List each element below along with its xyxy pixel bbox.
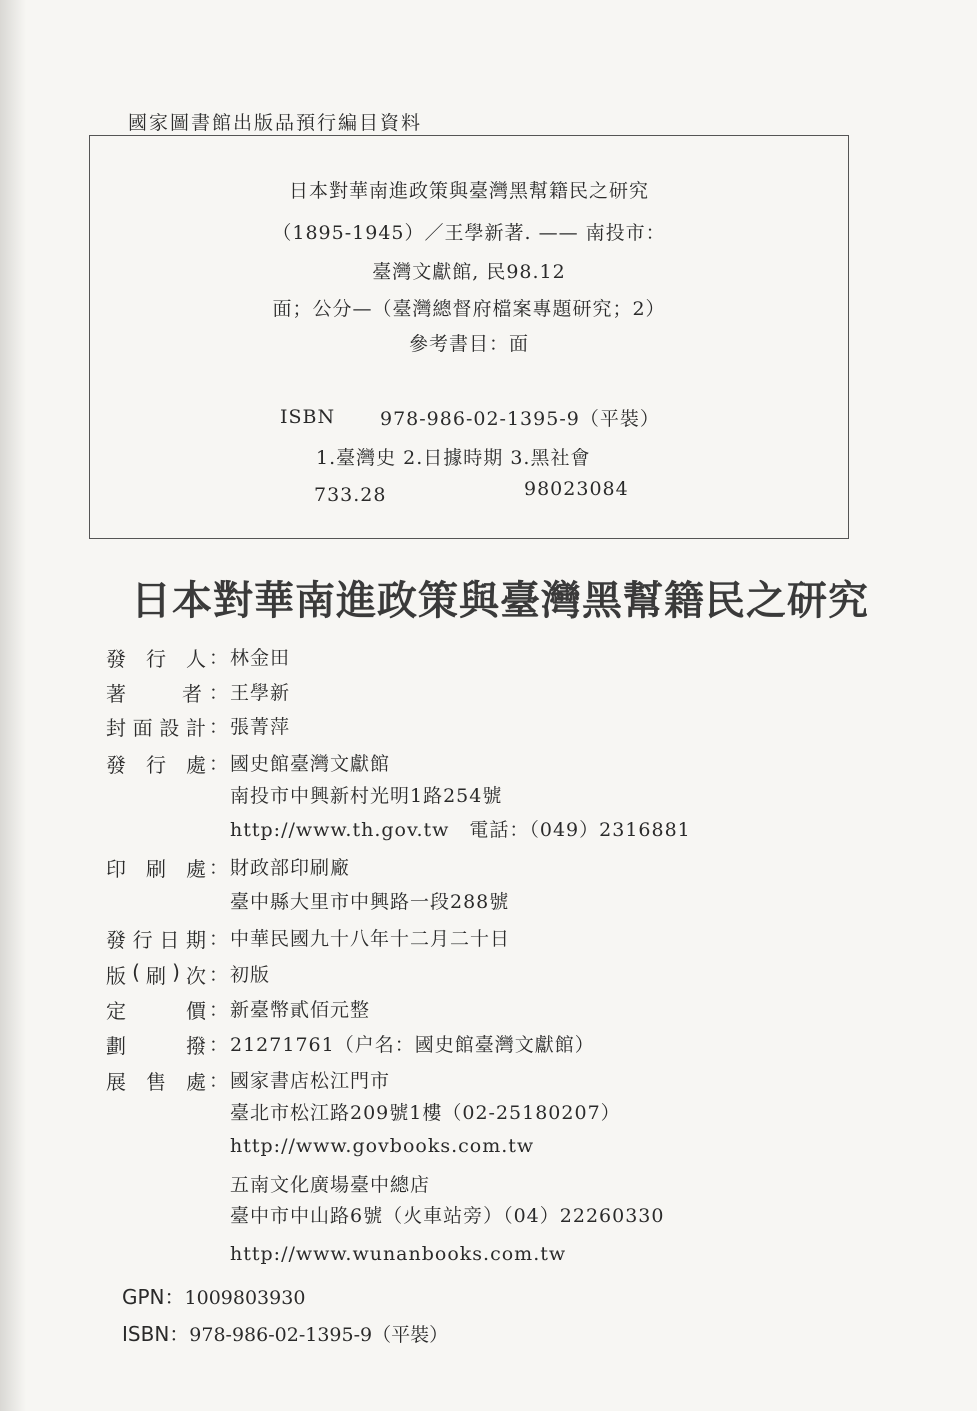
colon: ： xyxy=(209,647,229,669)
cip-bibliography-line: 參考書目：面 xyxy=(408,333,529,355)
cip-subjects: 1.臺灣史 2.日據時期 3.黑社會 xyxy=(316,447,591,469)
cip-class-number: 733.28 xyxy=(314,484,387,506)
cip-isbn-label: ISBN xyxy=(280,406,336,428)
price-label: 定 價 xyxy=(106,999,206,1023)
publisher-label: 發 行 人 xyxy=(106,647,206,671)
cover-design-value: 張菁萍 xyxy=(230,716,291,738)
sales-2-value: 五南文化廣場臺中總店 xyxy=(230,1174,431,1196)
gpn-row xyxy=(122,1281,305,1310)
author-label: 著 者 xyxy=(106,682,202,706)
printer-label: 印 刷 處 xyxy=(106,857,206,881)
sales-2-url: http://www.wunanbooks.com.tw xyxy=(230,1243,567,1265)
colon: ： xyxy=(209,753,229,775)
page-edge-shadow xyxy=(0,0,26,1411)
edition-value: 初版 xyxy=(230,964,271,986)
sales-1-address: 臺北市松江路209號1樓（02-25180207） xyxy=(230,1102,621,1124)
cip-author-line: （1895-1945）／王學新著. —— 南投市： xyxy=(272,222,666,244)
colon: ： xyxy=(209,716,229,738)
sales-1-url: http://www.govbooks.com.tw xyxy=(230,1135,535,1157)
cover-design-label: 封 面 設 計 xyxy=(106,716,206,740)
edition-label: 版 ( 刷 ) 次 xyxy=(106,960,206,988)
colon: ： xyxy=(209,928,229,950)
issuer-value: 國史館臺灣文獻館 xyxy=(230,753,391,775)
book-title: 日本對華南進政策與臺灣黑幫籍民之研究 xyxy=(131,578,869,624)
cip-publisher-line: 臺灣文獻館, 民98.12 xyxy=(372,261,566,283)
issuer-contact: http://www.th.gov.tw 電話：（049）2316881 xyxy=(230,819,691,841)
sales-2-address: 臺中市中山路6號（火車站旁）（04）22260330 xyxy=(230,1205,665,1227)
cip-record-number: 98023084 xyxy=(524,478,629,500)
price-value: 新臺幣貳佰元整 xyxy=(230,999,371,1021)
publisher-value: 林金田 xyxy=(230,647,291,669)
colon: ： xyxy=(209,1070,229,1092)
printer-address: 臺中縣大里市中興路一段288號 xyxy=(230,891,510,913)
gpn-label: GPN： xyxy=(122,1285,185,1309)
sales-label: 展 售 處 xyxy=(106,1070,206,1094)
cip-heading: 國家圖書館出版品預行編目資料 xyxy=(128,112,423,134)
cip-series-line: 面；公分—（臺灣總督府檔案專題研究；2） xyxy=(272,298,666,320)
colon: ： xyxy=(209,964,229,986)
author-value: 王學新 xyxy=(230,682,291,704)
cip-record-box xyxy=(89,135,849,539)
isbn-label: ISBN： xyxy=(122,1322,190,1346)
isbn-row xyxy=(122,1318,448,1347)
account-value: 21271761（户名：國史館臺灣文獻館） xyxy=(230,1034,595,1056)
issuer-label: 發 行 處 xyxy=(106,753,206,777)
colon: ： xyxy=(209,999,229,1021)
gpn-value: 1009803930 xyxy=(184,1287,306,1309)
date-value: 中華民國九十八年十二月二十日 xyxy=(230,928,511,950)
printer-value: 財政部印刷廠 xyxy=(230,857,351,879)
colon: ： xyxy=(209,1034,229,1056)
account-label: 劃 撥 xyxy=(106,1034,206,1058)
date-label: 發 行 日 期 xyxy=(106,928,206,952)
isbn-value: 978-986-02-1395-9（平裝） xyxy=(189,1324,449,1346)
cip-isbn-value: 978-986-02-1395-9（平裝） xyxy=(380,408,660,430)
cip-title-line: 日本對華南進政策與臺灣黑幫籍民之研究 xyxy=(288,180,649,202)
issuer-address: 南投市中興新村光明1路254號 xyxy=(230,785,503,807)
colon: ： xyxy=(209,857,229,879)
colon: ： xyxy=(209,682,229,704)
sales-1-value: 國家書店松江門市 xyxy=(230,1070,391,1092)
